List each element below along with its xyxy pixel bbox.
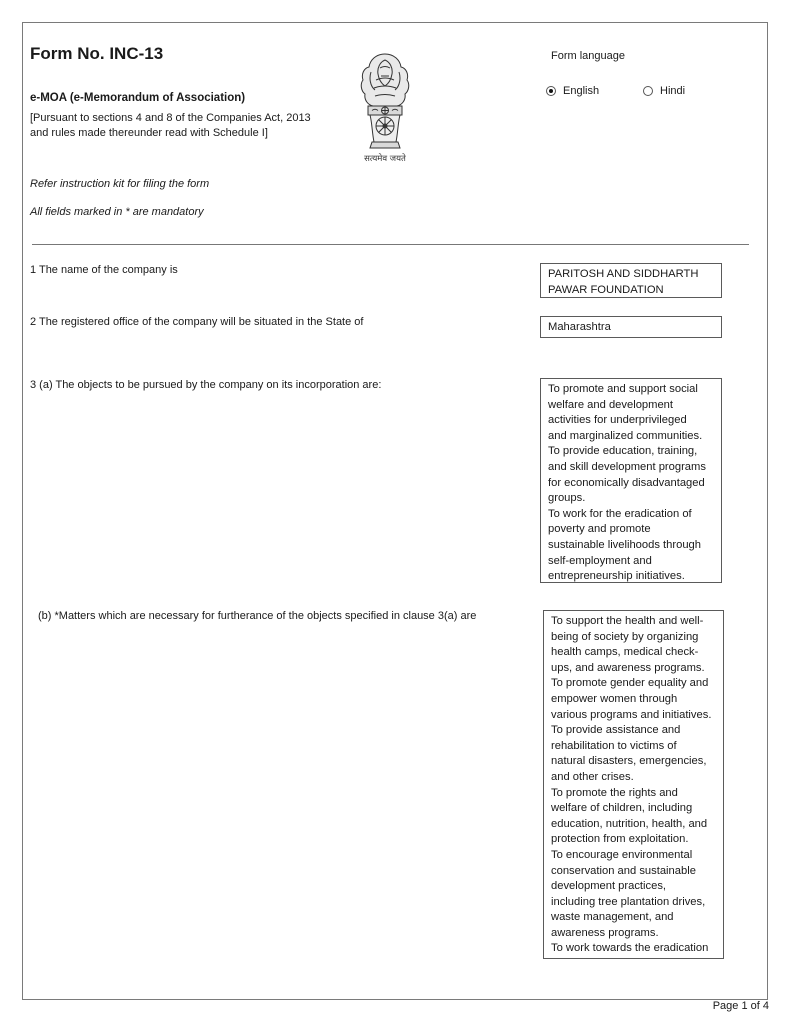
- q3b-label: (b) *Matters which are necessary for furtherance of the objects specified in clause 3(a) are: [38, 610, 477, 622]
- language-option-english[interactable]: [546, 85, 599, 97]
- hindi-radio[interactable]: [643, 86, 653, 96]
- hindi-label: Hindi: [660, 85, 686, 97]
- objects-field[interactable]: To promote and support social welfare and development activities for underprivileged and marginalized communities. To provide education, training, and skill development programs for economically disadvantaged groups. To work for the eradication of poverty and promote sustainable livelihoods through self-employment and entrepreneurship initiatives.: [540, 378, 722, 583]
- emblem-motto: सत्यमेव जयते: [364, 154, 406, 164]
- form-number-title: Form No. INC-13: [30, 44, 164, 63]
- company-name-field[interactable]: PARITOSH AND SIDDHARTH PAWAR FOUNDATION: [540, 263, 722, 298]
- matters-field[interactable]: To support the health and well- being of society by organizing health camps, medical check- ups, and awareness programs. To promote gender equality and empower women through various programs and initiatives. To provide assistance and rehabilitation to victims of natural disasters, emergencies, and other crises. To promote the rights and welfare of children, including education, nutrition, health, and protection from exploitation. To encourage environmental conservation and sustainable development practices, including tree plantation drives, waste management, and awareness programs. To work towards the eradication: [543, 610, 724, 959]
- national-emblem-icon: [354, 50, 416, 168]
- form-language-label: Form language: [551, 50, 625, 62]
- pursuant-text: [Pursuant to sections 4 and 8 of the Companies Act, 2013 and rules made thereunder read with Schedule I]: [30, 112, 311, 139]
- form-subtitle: e-MOA (e-Memorandum of Association): [30, 92, 246, 104]
- english-label: English: [563, 85, 600, 97]
- instruction-note: Refer instruction kit for filing the form: [30, 178, 210, 190]
- language-option-hindi[interactable]: [643, 85, 685, 97]
- state-field[interactable]: Maharashtra: [540, 316, 722, 338]
- header-divider: [32, 244, 749, 245]
- mandatory-note: All fields marked in * are mandatory: [30, 206, 204, 218]
- q3a-label: 3 (a) The objects to be pursued by the company on its incorporation are:: [30, 379, 382, 391]
- q1-label: 1 The name of the company is: [30, 264, 178, 276]
- q2-label: 2 The registered office of the company will be situated in the State of: [30, 316, 364, 328]
- english-radio[interactable]: [546, 86, 556, 96]
- page-number: Page 1 of 4: [712, 1000, 769, 1012]
